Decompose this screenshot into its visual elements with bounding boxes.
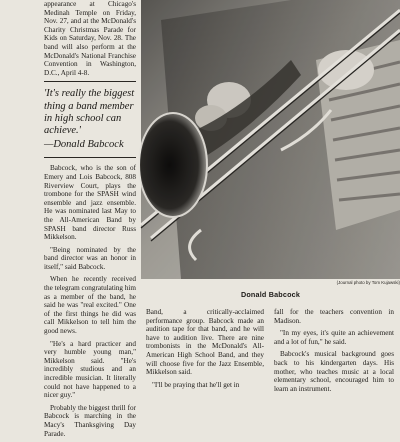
trombone-player-image xyxy=(141,0,400,279)
article-paragraph: fall for the teachers convention in Madison. xyxy=(274,308,394,325)
article-paragraph: Band, a critically-acclaimed performance group. Babcock made an audition tape for that band, and he will have to audition live. There are nine trombonists in the McDonald's All-American High School Band, and they will choose five for the Jazz Ensemble, Mikkelson said. xyxy=(146,308,264,377)
article-paragraph: Probably the biggest thrill for Babcock is marching in the Macy's Thanksgiving Day Parade. xyxy=(44,403,136,438)
pull-quote-text: 'It's really the biggest thing a band member in high school can achieve.' xyxy=(44,88,135,136)
article-paragraph: When he recently received the telegram congratulating him as a member of the band, he said he was "real excited." One of the first things he did was call Mikkelson to tell him the good news. xyxy=(44,275,137,336)
article-paragraph: Babcock, who is the son of Emery and Lois Babcock, 808 Riverview Court, plays the trombone for the SPASH wind ensemble and jazz ensemble. He was nominated last May to the All-American Band by SPASH band director Russ Mikkelson. xyxy=(44,164,136,242)
article-paragraph: "In my eyes, it's quite an achievement and a lot of fun," he said. xyxy=(274,329,394,346)
pull-quote xyxy=(44,81,136,158)
article-paragraph: "He's a hard practicer and very humble young man," Mikkelson said. "He's incredibly studious and an incredible musician. It literally could not have happened to a nicer guy." xyxy=(44,339,136,400)
article-paragraph: Babcock's musical background goes back to his kindergarten days. His mother, who teaches music at a local elementary school, encouraged him to learn an instrument. xyxy=(274,350,394,393)
photo-caption: Donald Babcock xyxy=(240,290,301,299)
article-left-column xyxy=(44,0,136,442)
article-right-column xyxy=(274,308,394,397)
article-paragraph: "Being nominated by the band director was an honor in itself," said Babcock. xyxy=(44,245,136,271)
trombone-photo xyxy=(141,0,400,279)
article-paragraph: "I'll be praying that he'll get in xyxy=(152,380,240,389)
article-paragraph: appearance at Chicago's Medinah Temple on Friday, Nov. 27, and at the McDonald's Charity Christmas Parade for Kids on Saturday, Nov. 28. The band will also perform at the McDonald's National Franchise Convention in Washington, D.C., April 4-8. xyxy=(44,0,136,77)
photo-credit: (Journal photo by Tom Kujawski) xyxy=(336,280,400,285)
article-middle-column xyxy=(146,308,264,393)
pull-quote-attribution: —Donald Babcock xyxy=(44,139,124,151)
